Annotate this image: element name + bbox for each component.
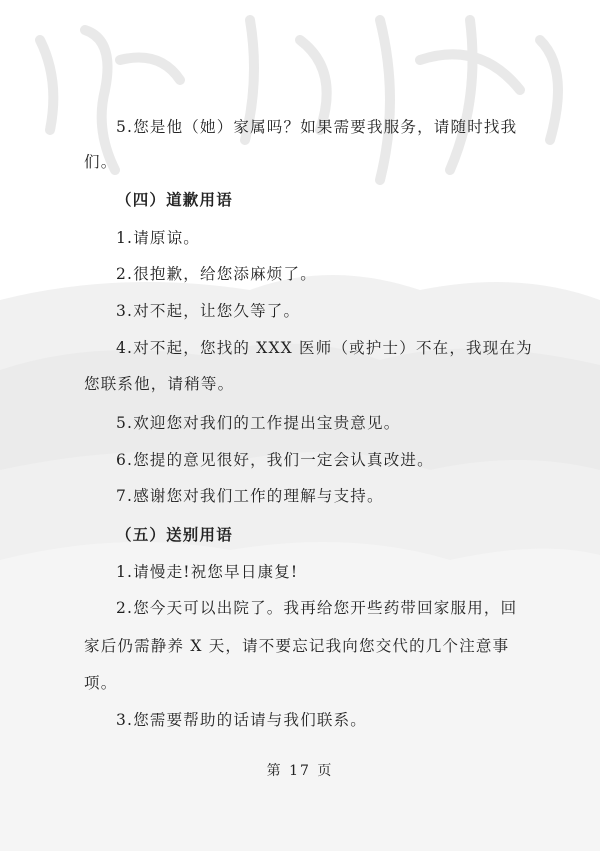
text-line: 2.很抱歉，给您添麻烦了。 <box>116 265 317 283</box>
section-heading: （五）送别用语 <box>116 525 233 544</box>
text-line: 1.请原谅。 <box>116 229 200 247</box>
page-number: 第 17 页 <box>266 763 334 779</box>
text-line: 5.您是他（她）家属吗？如果需要我服务，请随时找我 <box>116 118 518 136</box>
text-line: 2.您今天可以出院了。我再给您开些药带回家服用，回 <box>116 599 518 617</box>
text-line: 6.您提的意见很好，我们一定会认真改进。 <box>116 451 434 469</box>
text-line: 4.对不起，您找的 XXX 医师（或护士）不在，我现在为 <box>116 339 533 357</box>
text-line: 家后仍需静养 X 天，请不要忘记我向您交代的几个注意事 <box>84 637 510 655</box>
text-line: 3.对不起，让您久等了。 <box>116 302 301 320</box>
text-line: 1.请慢走!祝您早日康复! <box>116 563 299 581</box>
text-line: 3.您需要帮助的话请与我们联系。 <box>116 711 367 729</box>
text-line: 们。 <box>84 153 118 171</box>
text-line: 您联系他，请稍等。 <box>84 375 235 393</box>
section-heading: （四）道歉用语 <box>116 190 233 209</box>
text-line: 项。 <box>84 674 118 692</box>
text-line: 5.欢迎您对我们的工作提出宝贵意见。 <box>116 414 401 432</box>
text-line: 7.感谢您对我们工作的理解与支持。 <box>116 487 384 505</box>
